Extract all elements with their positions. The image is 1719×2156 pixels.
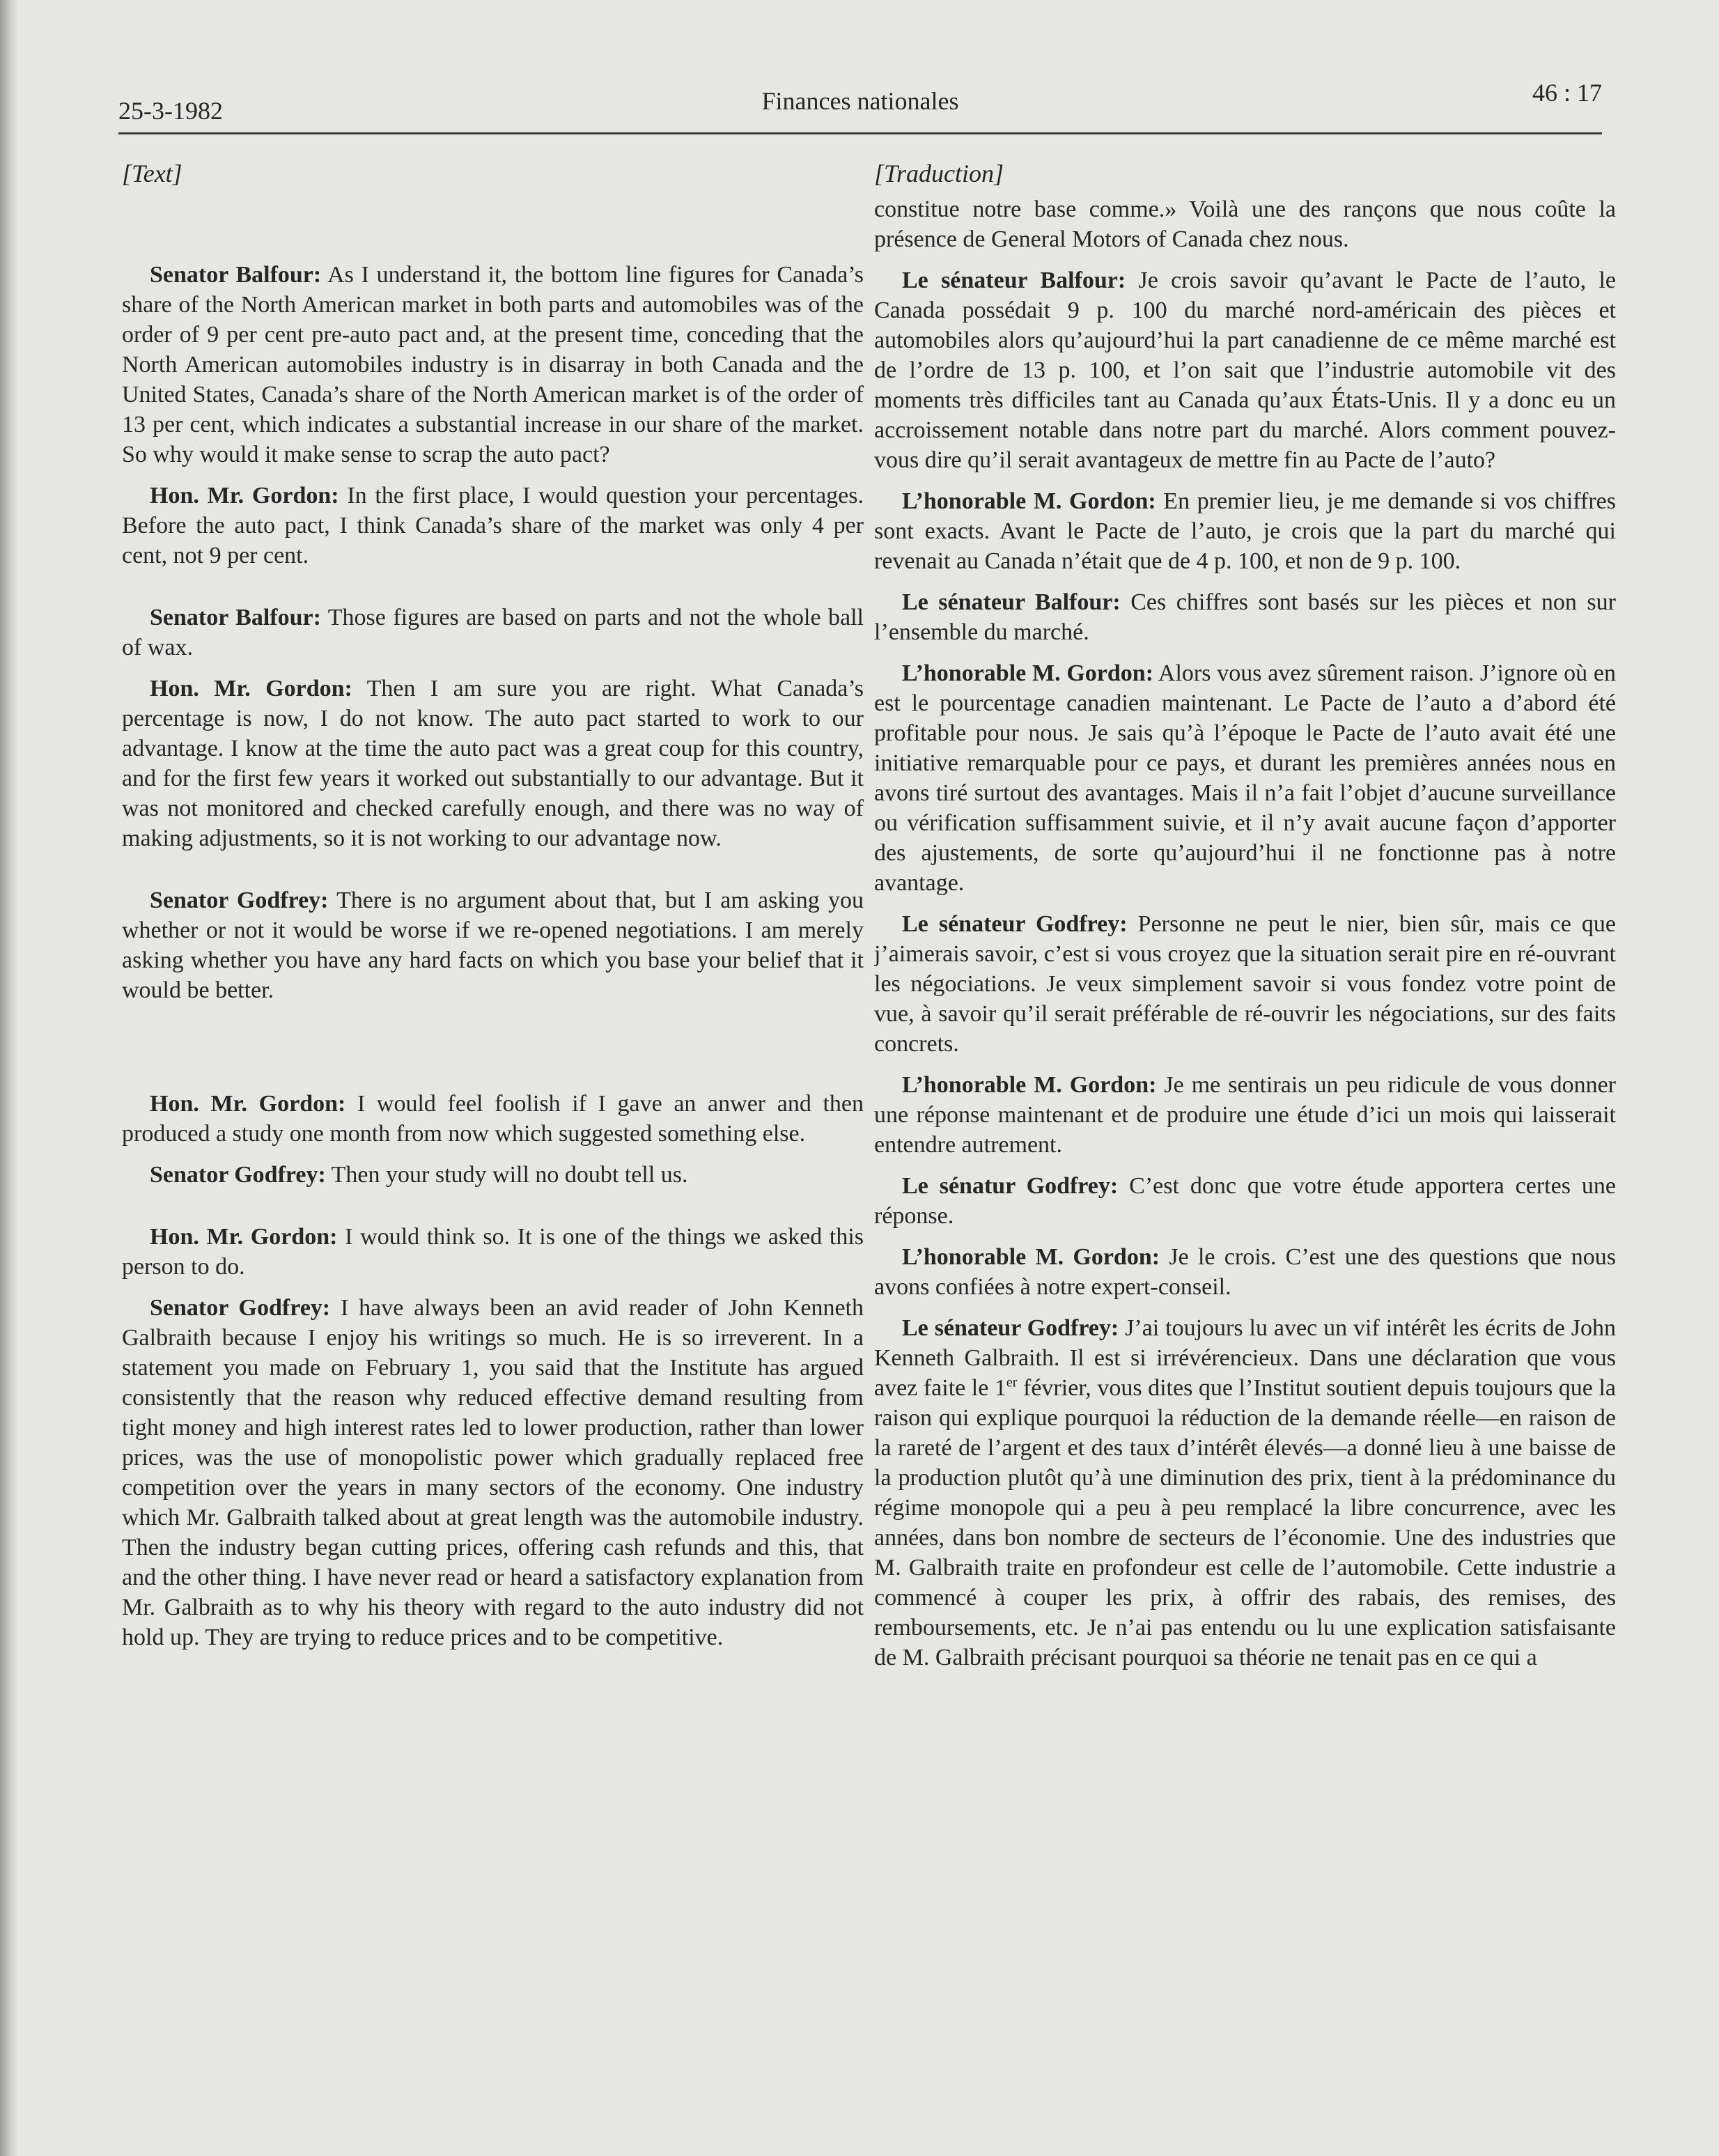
paragraph bbox=[874, 658, 1616, 898]
paragraph-text: Personne ne peut le nier, bien sûr, mais ce que j’aimerais savoir, c’est si vous croyez que la situation serait pire en ré-ouvrant les négociations. Je veux simplement savoir si vous fondez votre point de vue, à savoir qu’il serait préférable de ré-ouvrir les négociations, sur des faits concrets. bbox=[874, 911, 1616, 1057]
speaker-label: L’honorable M. Gordon: bbox=[902, 1072, 1157, 1098]
speaker-label: Senator Godfrey: bbox=[150, 1295, 331, 1321]
speaker-label: Hon. Mr. Gordon: bbox=[150, 676, 352, 701]
paragraph bbox=[122, 260, 864, 470]
paragraph-text: Je crois savoir qu’avant le Pacte de l’auto, le Canada possédait 9 p. 100 du marché nord-américain des pièces et automobiles alors qu’aujourd’hui la part canadienne de ce même marché est de l’ordre de 13 p. 100, et l’on sait que l’industrie automobile vit des moments très difficiles tant au Canada qu’aux États-Unis. Il y a donc eu un accroissement notable dans notre part du marché. Alors comment pouvez-vous dire qu’il serait avantageux de mettre fin au Pacte de l’auto? bbox=[874, 267, 1616, 473]
paragraph-text: Then your study will no doubt tell us. bbox=[325, 1162, 688, 1188]
speaker-label: Le sénatur Godfrey: bbox=[902, 1173, 1119, 1199]
paragraph bbox=[122, 603, 864, 662]
paragraph bbox=[122, 1089, 864, 1149]
speaker-label: Hon. Mr. Gordon: bbox=[150, 1224, 338, 1250]
paragraph-text: Those figures are based on parts and not the whole ball of wax. bbox=[122, 605, 864, 660]
speaker-label: Hon. Mr. Gordon: bbox=[150, 483, 339, 509]
speaker-label: L’honorable M. Gordon: bbox=[902, 1244, 1160, 1270]
header-title: Finances nationales bbox=[761, 87, 959, 115]
paragraph-text: C’est donc que votre étude apportera certes une réponse. bbox=[874, 1173, 1616, 1229]
paragraph bbox=[874, 265, 1616, 475]
paragraph bbox=[122, 1293, 864, 1652]
paragraph-text: Then I am sure you are right. What Canada’s percentage is now, I do not know. The auto pact started to work to our advantage. I know at the time the auto pact was a great coup for this country, and for the first few years it worked out substantially to our advantage. But it was not monitored and checked carefully enough, and there was no way of making adjustments, so it is not working to our advantage now. bbox=[122, 676, 864, 851]
paragraph-text: Alors vous avez sûrement raison. J’ignore où en est le pourcentage canadien maintenant. Le Pacte de l’auto a d’abord été profitable pour nous. Je sais qu’à l’époque le Pacte de l’auto avait été une initiative remarquable pour ce pays, et durant les premières années nous en avons tiré surtout des avantages. Mais il n’a fait l’objet d’aucune surveillance ou vérification suffisamment suivie, et il n’y avait aucune façon d’apporter des ajustements, de sorte qu’aujourd’hui il ne fonctionne pas à notre avantage. bbox=[874, 660, 1616, 896]
paragraph-text: I would think so. It is one of the things we asked this person to do. bbox=[122, 1224, 864, 1280]
paragraph-text: février, vous dites que l’Institut soutient depuis toujours que la raison qui explique pourquoi la réduction de la demande réelle—en raison de la rareté de l’argent et des taux d’intérêt élevés—a donné lieu à une baisse de la production plutôt qu’à une diminution des prix, tient à la prédominance du régime monopole qui a peu à peu remplacé la libre concurrence, avec les années, dans bon nombre de secteurs de l’économie. Une des industries que M. Galbraith traite en profondeur est celle de l’automobile. Cette industrie a commencé à couper les prix, à offrir des rabais, des remises, des remboursements, etc. Je n’ai pas entendu ou lu une explication satisfaisante de M. Galbraith précisant pourquoi sa théorie ne tenait pas en ce qui a bbox=[874, 1375, 1616, 1670]
continuation-paragraph: constitue notre base comme.» Voilà une des rançons que nous coûte la présence de General Motors of Canada chez nous. bbox=[874, 196, 1616, 252]
speaker-label: Le sénateur Godfrey: bbox=[902, 911, 1128, 937]
speaker-label: Senator Godfrey: bbox=[150, 887, 329, 913]
paragraph bbox=[874, 1313, 1616, 1673]
speaker-label: Senator Balfour: bbox=[150, 605, 321, 630]
paragraph-text: I would feel foolish if I gave an anwer and then produced a study one month from now which suggested something else. bbox=[122, 1091, 864, 1147]
paragraph-text: As I understand it, the bottom line figures for Canada’s share of the North American market in both parts and automobiles was of the order of 9 per cent pre-auto pact and, at the present time, conceding that the North American automobiles industry is in disarray in both Canada and the United States, Canada’s share of the North American market is of the order of 13 per cent, which indicates a substantial increase in our share of the market. So why would it make sense to scrap the auto pact? bbox=[122, 262, 864, 467]
paragraph bbox=[874, 1070, 1616, 1160]
french-column-heading: [Traduction] bbox=[874, 160, 1004, 187]
speaker-label: Senator Balfour: bbox=[150, 262, 322, 288]
english-column bbox=[122, 157, 864, 1996]
paragraph bbox=[122, 1222, 864, 1282]
paragraph bbox=[874, 1171, 1616, 1231]
paragraph bbox=[122, 885, 864, 1005]
paragraph bbox=[874, 587, 1616, 647]
speaker-label: L’honorable M. Gordon: bbox=[902, 660, 1154, 686]
paragraph bbox=[874, 909, 1616, 1059]
speaker-label: Hon. Mr. Gordon: bbox=[150, 1091, 346, 1117]
page-header bbox=[118, 77, 1602, 134]
french-column bbox=[874, 157, 1616, 1996]
speaker-label: L’honorable M. Gordon: bbox=[902, 488, 1156, 514]
paragraph bbox=[122, 481, 864, 571]
superscript: er bbox=[1006, 1374, 1018, 1390]
paragraph-text: J’ai toujours lu avec un vif intérêt les écrits de John Kenneth Galbraith. Il est si irrévérencieux. Dans une déclaration que vous avez faite le 1 bbox=[874, 1315, 1616, 1401]
speaker-label: Senator Godfrey: bbox=[150, 1162, 326, 1188]
paragraph-text: En premier lieu, je me demande si vos chiffres sont exacts. Avant le Pacte de l’auto, je crois que la part du marché qui revenait au Canada n’était que de 4 p. 100, et non de 9 p. 100. bbox=[874, 488, 1616, 574]
paragraph-text: Je le crois. C’est une des questions que nous avons confiées à notre expert-conseil. bbox=[874, 1244, 1616, 1300]
paragraph-text: There is no argument about that, but I am asking you whether or not it would be worse if we re-opened negotiations. I am merely asking whether you have any hard facts on which you base your belief that it would be better. bbox=[122, 887, 864, 1003]
english-column-heading: [Text] bbox=[122, 160, 182, 187]
paragraph bbox=[874, 1242, 1616, 1302]
speaker-label: Le sénateur Godfrey: bbox=[902, 1315, 1119, 1341]
paragraph-text: I have always been an avid reader of John Kenneth Galbraith because I enjoy his writings so much. He is so irreverent. In a statement you made on February 1, you said that the Institute has argued consistently that the reason why reduced effective demand resulting from tight money and high interest rates led to lower production, rather than lower prices, was the use of monopolistic power which gradually replaced free competition over the years in many sectors of the economy. One industry which Mr. Galbraith talked about at great length was the automobile industry. Then the industry began cutting prices, offering cash refunds and this, that and the other thing. I have never read or heard a satisfactory explanation from Mr. Galbraith as to why his theory with regard to the auto industry did not hold up. They are trying to reduce prices and to be competitive. bbox=[122, 1295, 864, 1650]
speaker-label: Le sénateur Balfour: bbox=[902, 589, 1121, 615]
paragraph bbox=[122, 674, 864, 853]
paragraph-text: In the first place, I would question your percentages. Before the auto pact, I think Canada’s share of the market was only 4 per cent, not 9 per cent. bbox=[122, 483, 864, 568]
header-date: 25-3-1982 bbox=[118, 97, 223, 125]
header-page-number: 46 : 17 bbox=[1532, 79, 1602, 107]
paragraph bbox=[122, 1160, 864, 1190]
page-binding-edge bbox=[0, 0, 18, 2156]
speaker-label: Le sénateur Balfour: bbox=[902, 267, 1126, 293]
paragraph-text: Ces chiffres sont basés sur les pièces et non sur l’ensemble du marché. bbox=[874, 589, 1616, 645]
paragraph bbox=[874, 486, 1616, 576]
paragraph-text: Je me sentirais un peu ridicule de vous donner une réponse maintenant et de produire une étude d’ici un mois qui laisserait entendre autrement. bbox=[874, 1072, 1616, 1158]
